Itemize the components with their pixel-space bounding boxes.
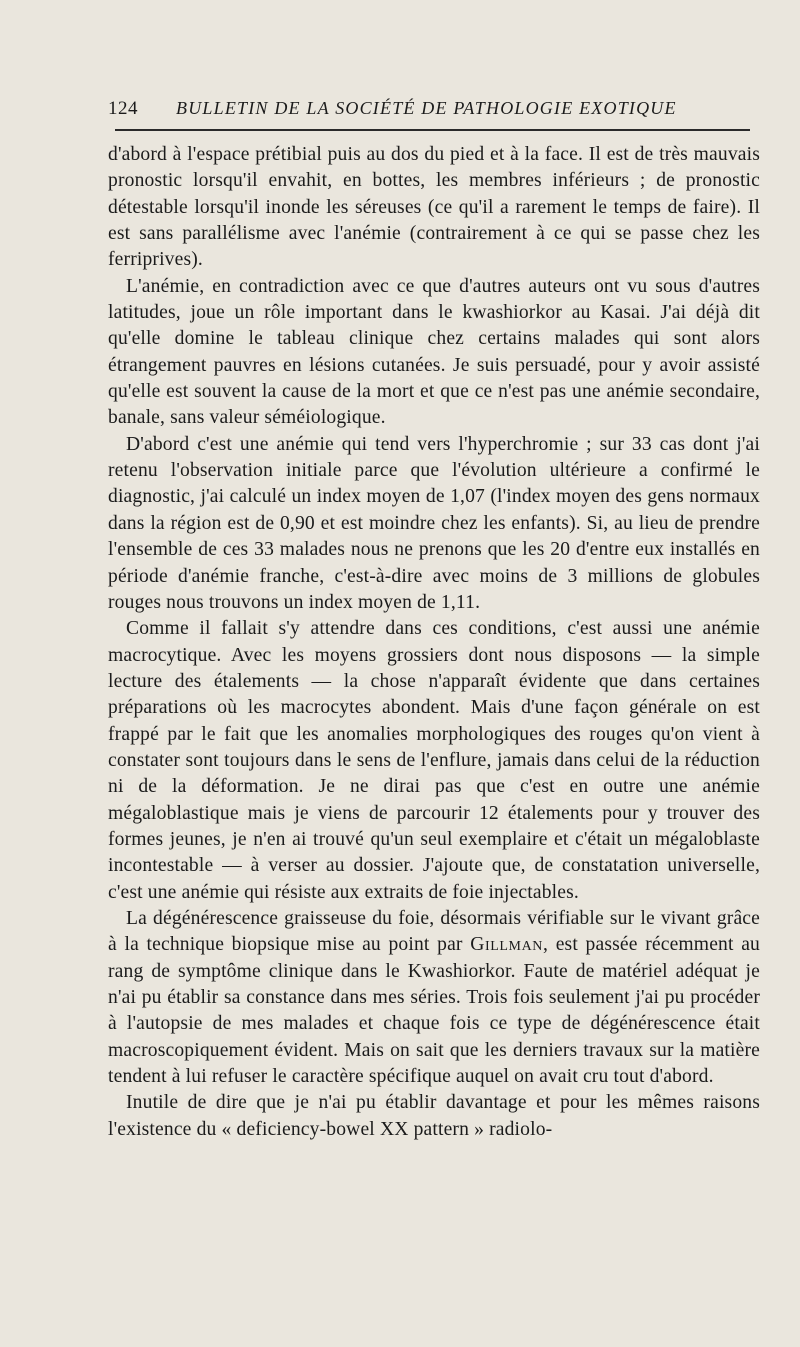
paragraph-macrocytic: Comme il fallait s'y attendre dans ces conditions, c'est aussi une anémie macrocytique. Avec les moyens grossiers dont nous disposons — la simple lecture des étalements — la chose n'apparaît évidente que dans certaines préparations où les macrocytes abondent. Mais d'une façon générale on est frappé par le fait que les anomalies morphologiques des rouges qu'on vient à constater sont toujours dans le sens de l'enflure, jamais dans celui de la réduction ni de la déformation. Je ne dirai pas que c'est en outre une anémie mégaloblastique mais je viens de parcourir 12 étalements pour y trouver des formes jeunes, je n'en ai trouvé qu'un seul exemplaire et c'était un mégaloblaste incontestable — à verser au dossier. J'ajoute que, de constatation universelle, c'est une anémie qui résiste aux extraits de foie injectables. bbox=[108, 618, 760, 903]
page-number: 124 bbox=[108, 98, 138, 119]
author-name-gillman: Gillman bbox=[470, 934, 544, 956]
paragraph-anemia-role: L'anémie, en contradiction avec ce que d'autres auteurs ont vu sous d'autres latitudes, joue un rôle important dans le kwashiorkor au Kasai. J'ai déjà dit qu'elle domine le tableau clinique chez certains malades qui sont alors étrangement pauvres en lésions cutanées. Je suis persuadé, pour y avoir assisté qu'elle est souvent la cause de la mort et que ce n'est pas une anémie secondaire, banale, sans valeur séméiologique. bbox=[108, 275, 760, 429]
paragraph-edema-continuation: d'abord à l'espace prétibial puis au dos du pied et à la face. Il est de très mauvais pronostic lorsqu'il envahit, en bottes, les membres inférieurs ; de pronostic détestable lorsqu'il inonde les séreuses (ce qu'il a rarement le temps de faire). Il est sans parallélisme avec l'anémie (contrairement à ce qui se passe chez les ferriprives). bbox=[108, 144, 760, 271]
paragraph-liver-degeneration bbox=[108, 906, 760, 1090]
header-rule bbox=[115, 129, 750, 131]
running-title: BULLETIN DE LA SOCIÉTÉ DE PATHOLOGIE EXOTIQUE bbox=[176, 98, 677, 118]
paragraph-radiology: Inutile de dire que je n'ai pu établir davantage et pour les mêmes raisons l'existence du « deficiency-bowel XX pattern » radiolo- bbox=[108, 1092, 760, 1140]
paragraph-liver-text-after: , est passée récemment au rang de symptôme clinique dans le Kwashiorkor. Faute de matériel adéquat je n'ai pu établir sa constance dans mes séries. Trois fois seulement j'ai pu procéder à l'autopsie de mes malades et chaque fois ce type de dégénérescence était macroscopiquement évident. Mais on sait que les derniers travaux sur la matière tendent à lui refuser le caractère spécifique auquel on avait cru tout d'abord. bbox=[108, 934, 760, 1088]
page-header bbox=[108, 96, 758, 126]
paragraph-hyperchromia: D'abord c'est une anémie qui tend vers l'hyperchromie ; sur 33 cas dont j'ai retenu l'observation initiale parce que l'évolution ultérieure a confirmé le diagnostic, j'ai calculé un index moyen de 1,07 (l'index moyen des gens normaux dans la région est de 0,90 et est moindre chez les enfants). Si, au lieu de prendre l'ensemble de ces 33 malades nous ne prenons que les 20 d'entre eux installés en période d'anémie franche, c'est-à-dire avec moins de 3 millions de globules rouges nous trouvons un index moyen de 1,11. bbox=[108, 433, 760, 613]
article-body bbox=[108, 142, 760, 1143]
paragraph-liver-text-before: La dégénérescence graisseuse du foie, désormais vérifiable sur le vivant grâce à la technique biopsique mise au point par bbox=[108, 907, 760, 956]
